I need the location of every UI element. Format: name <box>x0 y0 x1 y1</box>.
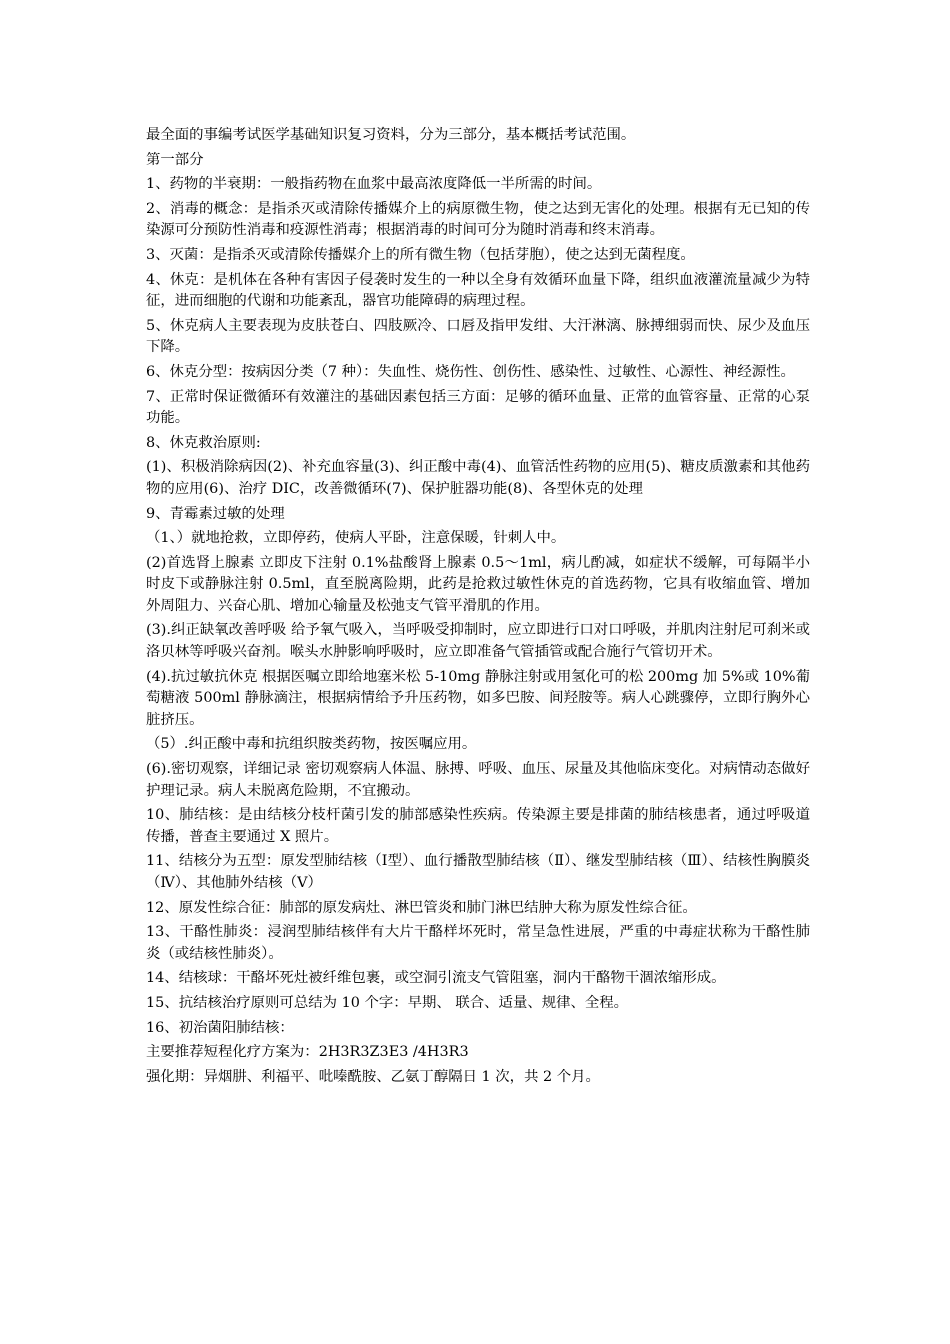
item-3-sterilization: 3、灭菌：是指杀灭或清除传播媒介上的所有微生物（包括芽胞），使之达到无菌程度。 <box>146 246 695 263</box>
item-5-shock-symptoms: 5、休克病人主要表现为皮肤苍白、四肢厥冷、口唇及指甲发绀、大汗淋漓、脉搏细弱而快、尿少及血压下降。 <box>146 317 810 356</box>
item-8-treatment-steps: (1)、积极消除病因(2)、补充血容量(3)、纠正酸中毒(4)、血管活性药物的应用(5)、糖皮质激素和其他药物的应用(6)、治疗 DIC，改善微循环(7)、保护脏器功能(8)、各型休克的处理 <box>146 459 810 497</box>
item-16-initial-treatment: 16、初治菌阳肺结核： <box>146 1019 294 1036</box>
item-6-shock-types: 6、休克分型：按病因分类（7 种）：失血性、烧伤性、创伤性、感染性、过敏性、心源性、神经源性。 <box>146 363 795 380</box>
item-9-step-3: (3).纠正缺氧改善呼吸 给予氧气吸入，当呼吸受抑制时，应立即进行口对口呼吸，并肌肉注射尼可刹米或洛贝林等呼吸兴奋剂。喉头水肿影响呼吸时，应立即准备气管插管或配合施行气管切开术。 <box>146 622 810 661</box>
item-11-tb-types: 11、结核分为五型：原发型肺结核（Ⅰ型）、血行播散型肺结核（Ⅱ）、继发型肺结核（Ⅲ）、结核性胸膜炎（Ⅳ）、其他肺外结核（Ⅴ） <box>146 853 810 891</box>
item-9-step-5: （5）.纠正酸中毒和抗组织胺类药物，按医嘱应用。 <box>146 736 477 753</box>
item-15-tb-treatment-principles: 15、抗结核治疗原则可总结为 10 个字：早期、 联合、适量、规律、全程。 <box>146 994 629 1011</box>
item-9-step-2: (2)首选肾上腺素 立即皮下注射 0.1%盐酸肾上腺素 0.5～1ml，病儿酌减，如症状不缓解，可每隔半小时皮下或静脉注射 0.5ml，直至脱离险期，此药是抢救过敏性休克的首选药物，它具有收缩血管、增加外周阻力、兴奋心肌、增加心输量及松弛支气管平滑肌的作用。 <box>146 554 810 614</box>
item-16-intensive-phase: 强化期：异烟肼、利福平、吡嗪酰胺、乙氨丁醇隔日 1 次，共 2 个月。 <box>146 1068 600 1085</box>
intro-line: 最全面的事编考试医学基础知识复习资料，分为三部分，基本概括考试范围。 <box>146 127 636 143</box>
item-10-tuberculosis: 10、肺结核：是由结核分枝杆菌引发的肺部感染性疾病。传染源主要是排菌的肺结核患者，通过呼吸道传播，普查主要通过 X 照片。 <box>146 807 810 845</box>
item-9-penicillin-allergy: 9、青霉素过敏的处理 <box>146 505 285 522</box>
item-1-half-life: 1、药物的半衰期：一般指药物在血浆中最高浓度降低一半所需的时间。 <box>146 176 602 193</box>
item-14-tuberculoma: 14、结核球：干酪坏死灶被纤维包裹，或空洞引流支气管阻塞，洞内干酪物干涸浓缩形成。 <box>146 970 726 987</box>
item-9-step-6: (6).密切观察，详细记录 密切观察病人体温、脉搏、呼吸、血压、尿量及其他临床变化。对病情动态做好护理记录。病人未脱离危险期，不宜搬动。 <box>146 761 810 799</box>
item-8-shock-treatment: 8、休克救治原则: <box>146 434 261 451</box>
item-16-regimen: 主要推荐短程化疗方案为：2H3R3Z3E3 /4H3R3 <box>146 1044 469 1061</box>
item-13-caseous-pneumonia: 13、干酪性肺炎：浸润型肺结核伴有大片干酪样坏死时，常呈急性进展，严重的中毒症状称为干酪性肺炎（或结核性肺炎）。 <box>146 924 810 962</box>
item-9-step-1: （1、）就地抢救，立即停药，使病人平卧，注意保暖，针刺人中。 <box>146 530 566 547</box>
item-9-step-4: (4).抗过敏抗休克 根据医嘱立即给地塞米松 5-10mg 静脉注射或用氢化可的松 200mg 加 5%或 10%葡萄糖液 500ml 静脉滴注，根据病情给予升压药物，如多巴胺、间羟胺等。病人心跳骤停，立即行胸外心脏挤压。 <box>146 668 810 728</box>
item-12-primary-complex: 12、原发性综合征：肺部的原发病灶、淋巴管炎和肺门淋巴结肿大称为原发性综合征。 <box>146 899 697 916</box>
item-7-microcirculation: 7、正常时保证微循环有效灌注的基础因素包括三方面：足够的循环血量、正常的血管容量、正常的心泵功能。 <box>146 388 810 427</box>
item-4-shock: 4、休克：是机体在各种有害因子侵袭时发生的一种以全身有效循环血量下降，组织血液灌流量减少为特征，进而细胞的代谢和功能紊乱，器官功能障碍的病理过程。 <box>146 271 810 310</box>
document-body <box>146 125 810 1091</box>
section-heading: 第一部分 <box>146 151 204 168</box>
item-2-disinfection: 2、消毒的概念：是指杀灭或清除传播媒介上的病原微生物，使之达到无害化的处理。根据有无已知的传染源可分预防性消毒和疫源性消毒；根据消毒的时间可分为随时消毒和终末消毒。 <box>146 200 810 239</box>
